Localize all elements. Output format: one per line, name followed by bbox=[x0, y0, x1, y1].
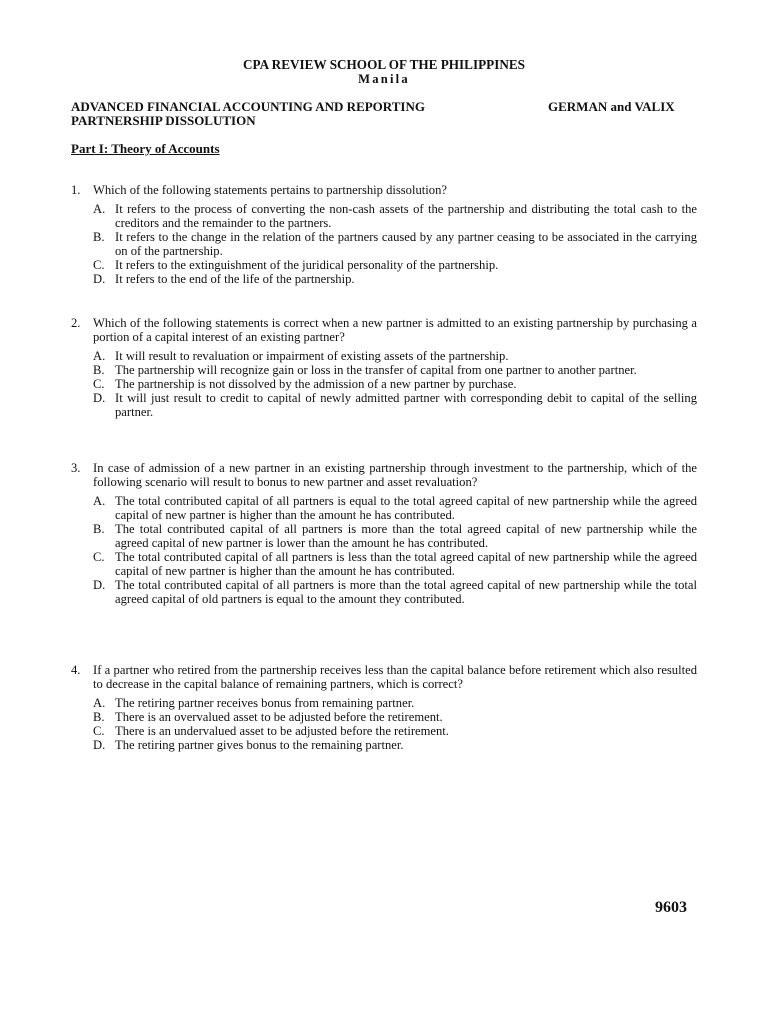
option-letter: B. bbox=[93, 230, 105, 244]
answer-options bbox=[93, 202, 697, 286]
answer-option bbox=[93, 391, 697, 419]
answer-option bbox=[93, 710, 697, 724]
answer-options bbox=[93, 494, 697, 606]
option-letter: B. bbox=[93, 710, 105, 724]
question-1 bbox=[71, 183, 697, 286]
option-letter: A. bbox=[93, 202, 106, 216]
answer-option bbox=[93, 349, 697, 363]
option-letter: C. bbox=[93, 377, 105, 391]
option-text: The total contributed capital of all partners is equal to the total agreed capital of new partnership while the agreed capital of new partner is higher than the amount he has contributed. bbox=[115, 494, 697, 522]
authors: GERMAN and VALIX bbox=[548, 99, 675, 114]
option-letter: D. bbox=[93, 578, 106, 592]
option-text: The total contributed capital of all partners is more than the total agreed capital of new partnership while the total agreed capital of old partners is equal to the amount they contributed. bbox=[115, 578, 697, 606]
option-text: There is an overvalued asset to be adjusted before the retirement. bbox=[115, 710, 443, 724]
school-name: CPA REVIEW SCHOOL OF THE PHILIPPINES bbox=[242, 57, 525, 72]
question-number: 4. bbox=[71, 663, 81, 677]
option-letter: D. bbox=[93, 272, 106, 286]
answer-option bbox=[93, 696, 697, 710]
question-text: If a partner who retired from the partnership receives less than the capital balance before retirement which also resulted to decrease in the capital balance of remaining partners, which is correct? bbox=[93, 663, 697, 691]
option-text: It refers to the end of the life of the partnership. bbox=[115, 272, 355, 286]
question-2 bbox=[71, 316, 697, 419]
answer-option bbox=[93, 522, 697, 550]
answer-option bbox=[93, 738, 697, 752]
option-text: The partnership is not dissolved by the admission of a new partner by purchase. bbox=[115, 377, 517, 391]
option-text: It refers to the extinguishment of the juridical personality of the partnership. bbox=[115, 258, 499, 272]
answer-option bbox=[93, 363, 697, 377]
question-number: 1. bbox=[71, 183, 81, 197]
answer-option bbox=[93, 550, 697, 578]
answer-option bbox=[93, 578, 697, 606]
page-number: 9603 bbox=[655, 899, 687, 916]
option-letter: D. bbox=[93, 391, 106, 405]
option-text: The total contributed capital of all partners is less than the total agreed capital of new partnership while the agreed capital of new partner is higher than the amount he has contributed. bbox=[115, 550, 697, 578]
option-text: The partnership will recognize gain or loss in the transfer of capital from one partner to another partner. bbox=[115, 363, 637, 377]
option-text: It refers to the change in the relation of the partners caused by any partner ceasing to be associated in the carrying on of the partnership. bbox=[115, 230, 697, 258]
question-number: 3. bbox=[71, 461, 81, 475]
option-letter: D. bbox=[93, 738, 106, 752]
answer-option bbox=[93, 377, 697, 391]
option-letter: B. bbox=[93, 522, 105, 536]
topic-title: PARTNERSHIP DISSOLUTION bbox=[71, 113, 256, 128]
option-letter: B. bbox=[93, 363, 105, 377]
option-letter: A. bbox=[93, 494, 106, 508]
option-letter: A. bbox=[93, 696, 106, 710]
answer-option bbox=[93, 724, 697, 738]
question-text: Which of the following statements pertains to partnership dissolution? bbox=[93, 183, 447, 197]
option-letter: A. bbox=[93, 349, 106, 363]
question-text: In case of admission of a new partner in an existing partnership through investment to the partnership, which of the following scenario will result to bonus to new partner and asset revaluation? bbox=[93, 461, 697, 489]
course-title: ADVANCED FINANCIAL ACCOUNTING AND REPORTING bbox=[71, 99, 425, 114]
answer-options bbox=[93, 349, 697, 419]
answer-option bbox=[93, 494, 697, 522]
option-text: It refers to the process of converting the non-cash assets of the partnership and distributing the total cash to the creditors and the remainder to the partners. bbox=[115, 202, 697, 230]
answer-option bbox=[93, 230, 697, 258]
part-title: Part I: Theory of Accounts bbox=[71, 141, 220, 156]
question-text: Which of the following statements is correct when a new partner is admitted to an existing partnership by purchasing a portion of a capital interest of an existing partner? bbox=[93, 316, 697, 344]
option-letter: C. bbox=[93, 258, 105, 272]
option-text: There is an undervalued asset to be adjusted before the retirement. bbox=[115, 724, 449, 738]
option-text: The retiring partner gives bonus to the remaining partner. bbox=[115, 738, 404, 752]
answer-option bbox=[93, 202, 697, 230]
option-text: It will result to revaluation or impairment of existing assets of the partnership. bbox=[115, 349, 509, 363]
option-text: The total contributed capital of all partners is more than the total agreed capital of new partnership while the agreed capital of new partner is lower than the amount he has contributed. bbox=[115, 522, 697, 550]
question-3 bbox=[71, 461, 697, 606]
option-letter: C. bbox=[93, 724, 105, 738]
question-number: 2. bbox=[71, 316, 81, 330]
school-city: Manila bbox=[358, 72, 410, 86]
option-letter: C. bbox=[93, 550, 105, 564]
answer-options bbox=[93, 696, 697, 752]
option-text: It will just result to credit to capital of newly admitted partner with corresponding debit to capital of the selling partner. bbox=[115, 391, 697, 419]
question-4 bbox=[71, 663, 697, 752]
answer-option bbox=[93, 258, 697, 272]
option-text: The retiring partner receives bonus from remaining partner. bbox=[115, 696, 415, 710]
answer-option bbox=[93, 272, 697, 286]
